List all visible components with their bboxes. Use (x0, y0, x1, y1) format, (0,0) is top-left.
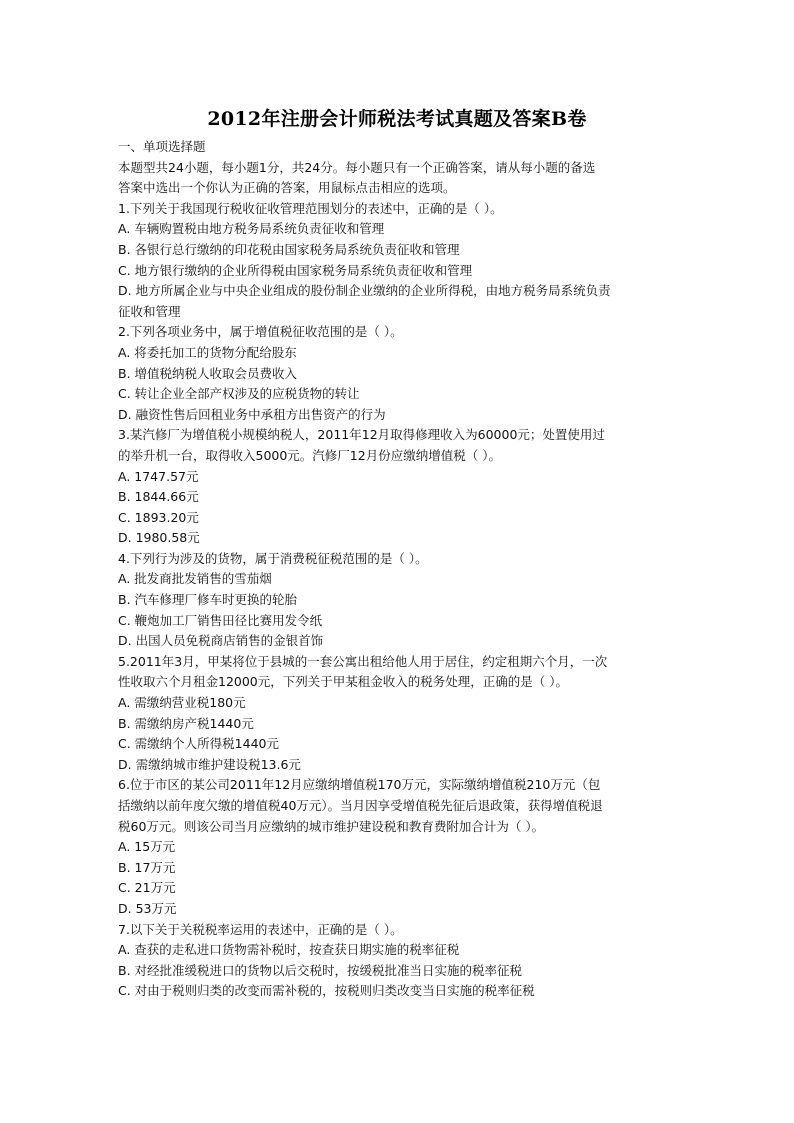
question-stem-line: 7.以下关于关税税率运用的表述中，正确的是（ ）。 (118, 921, 403, 937)
question-stem-line: 括缴纳以前年度欠缴的增值税40万元）。当月因享受增值税先征后退政策，获得增值税退 (118, 798, 603, 813)
answer-option: D. 出国人员免税商店销售的金银首饰 (118, 633, 324, 649)
answer-option: D. 地方所属企业与中央企业组成的股份制企业缴纳的企业所得税，由地方税务局系统负责 (118, 283, 611, 299)
answer-option: C. 21万元 (118, 880, 176, 896)
question-stem-line: 1.下列关于我国现行税收征收管理范围划分的表述中，正确的是（ ）。 (118, 200, 503, 216)
question-stem-line: 4.下列行为涉及的货物，属于消费税征税范围的是（ ）。 (118, 550, 428, 566)
question-block (118, 549, 678, 652)
answer-option: 征收和管理 (118, 303, 181, 319)
answer-option: B. 增值税纳税人收取会员费收入 (118, 365, 298, 381)
answer-option: C. 地方银行缴纳的企业所得税由国家税务局系统负责征收和管理 (118, 262, 473, 278)
question-block (118, 775, 678, 919)
question-stem-line: 5.2011年3月，甲某将位于县城的一套公寓出租给他人用于居住，约定租期六个月，一次 (118, 653, 608, 669)
answer-option: B. 17万元 (118, 859, 176, 875)
answer-option: B. 各银行总行缴纳的印花税由国家税务局系统负责征收和管理 (118, 241, 460, 257)
answer-option: A. 15万元 (118, 839, 176, 855)
answer-option: C. 对由于税则归类的改变而需补税的，按税则归类改变当日实施的税率征税 (118, 983, 535, 999)
answer-option: A. 将委托加工的货物分配给股东 (118, 344, 297, 360)
question-stem-line: 的举升机一台，取得收入5000元。汽修厂12月份应缴纳增值税（ ）。 (118, 447, 501, 463)
question-stem-line: 6.位于市区的某公司2011年12月应缴纳增值税170万元，实际缴纳增值税210万元（包 (118, 777, 601, 793)
answer-option: A. 车辆购置税由地方税务局系统负责征收和管理 (118, 221, 385, 237)
answer-option: B. 汽车修理厂修车时更换的轮胎 (118, 592, 298, 608)
question-block (118, 920, 678, 1002)
answer-option: A. 查获的走私进口货物需补税时，按查获日期实施的税率征税 (118, 942, 460, 958)
answer-option: C. 转让企业全部产权涉及的应税货物的转让 (118, 386, 360, 402)
answer-option: C. 鞭炮加工厂销售田径比赛用发令纸 (118, 612, 323, 628)
question-block (118, 199, 678, 323)
question-stem-line: 2.下列各项业务中，属于增值税征收范围的是（ ）。 (118, 324, 403, 340)
answer-option: D. 融资性售后回租业务中承租方出售资产的行为 (118, 406, 386, 422)
question-block (118, 652, 678, 776)
intro-line: 本题型共24小题，每小题1分，共24分。每小题只有一个正确答案，请从每小题的备选 (118, 159, 596, 175)
question-block (118, 425, 678, 549)
answer-option: B. 1844.66元 (118, 489, 199, 505)
answer-option: A. 1747.57元 (118, 468, 199, 484)
document-title: 2012年注册会计师税法考试真题及答案B卷 (207, 108, 587, 130)
answer-option: A. 需缴纳营业税180元 (118, 695, 246, 711)
answer-option: D. 1980.58元 (118, 530, 200, 546)
document-body (118, 137, 678, 1002)
answer-option: B. 需缴纳房产税1440元 (118, 715, 254, 731)
answer-option: D. 需缴纳城市维护建设税13.6元 (118, 756, 301, 772)
answer-option: A. 批发商批发销售的雪茄烟 (118, 571, 272, 587)
question-list (118, 199, 678, 1002)
intro-line: 答案中选出一个你认为正确的答案，用鼠标点击相应的选项。 (118, 180, 456, 196)
answer-option: C. 1893.20元 (118, 509, 199, 525)
question-stem-line: 税60万元。则该公司当月应缴纳的城市维护建设税和教育费附加合计为（ ）。 (118, 818, 545, 834)
section-heading: 一、单项选择题 (118, 139, 206, 154)
answer-option: D. 53万元 (118, 900, 177, 916)
answer-option: C. 需缴纳个人所得税1440元 (118, 736, 279, 752)
question-block (118, 322, 678, 425)
question-stem-line: 3.某汽修厂为增值税小规模纳税人，2011年12月取得修理收入为60000元；处置使用过 (118, 427, 605, 443)
answer-option: B. 对经批准缓税进口的货物以后交税时，按缓税批准当日实施的税率征税 (118, 962, 523, 978)
question-stem-line: 性收取六个月租金12000元，下列关于甲某租金收入的税务处理，正确的是（ ）。 (118, 674, 568, 690)
